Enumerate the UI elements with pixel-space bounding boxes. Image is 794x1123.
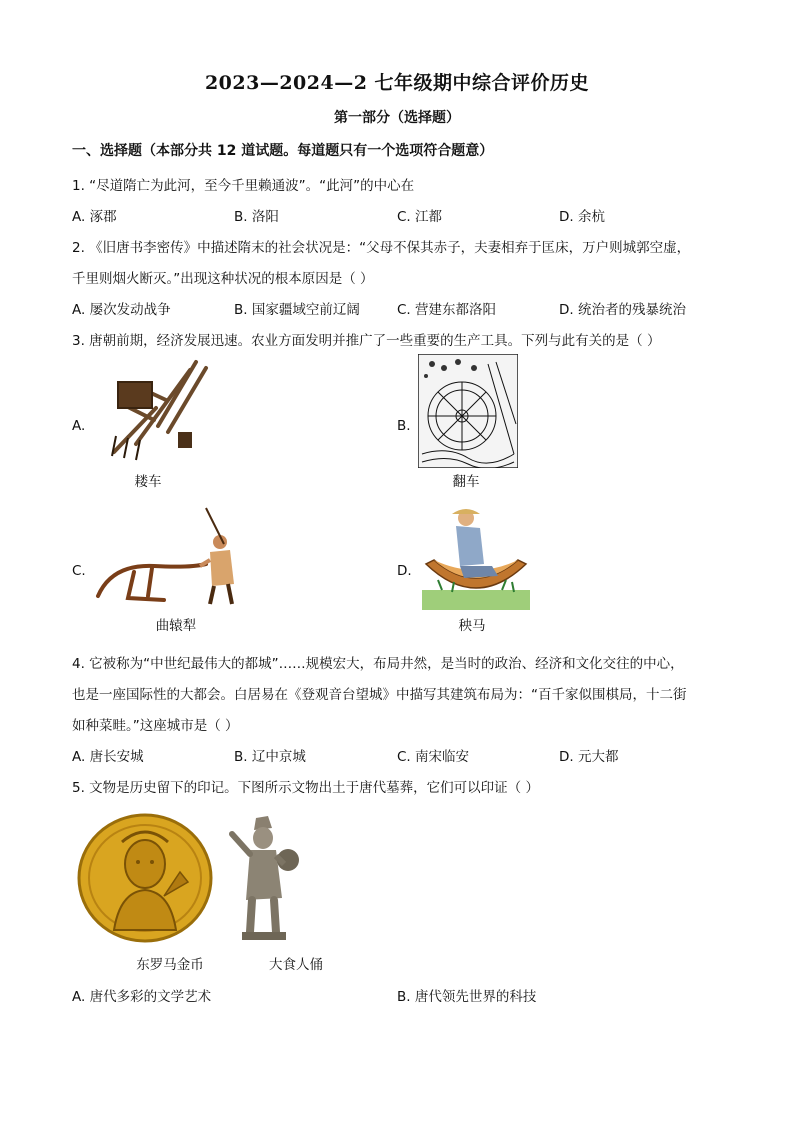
q3-caption-d: 秧马 xyxy=(458,618,486,634)
q4-option-d: D. 元大都 xyxy=(559,749,619,765)
q4-option-a: A. 唐长安城 xyxy=(72,749,144,765)
question-4-stem-line1: 4. 它被称为“中世纪最伟大的都城”……规模宏大，布局井然，是当时的政治、经济和文化交往的中心， xyxy=(72,656,684,672)
q4-option-c: C. 南宋临安 xyxy=(397,749,470,765)
byzantine-gold-coin-image xyxy=(76,812,214,944)
q1-option-b: B. 洛阳 xyxy=(234,209,279,225)
q3-label-b: B. xyxy=(397,418,411,434)
question-5-stem: 5. 文物是历史留下的印记。下图所示文物出土于唐代墓葬，它们可以印证（ ） xyxy=(72,780,539,796)
question-4-stem-line3: 如种菜畦。”这座城市是（ ） xyxy=(72,718,239,734)
q3-caption-a: 耧车 xyxy=(134,474,162,490)
q5-option-b: B. 唐代领先世界的科技 xyxy=(397,989,537,1005)
seed-drill-image xyxy=(96,356,210,464)
q2-option-d: D. 统治者的残暴统治 xyxy=(559,302,686,318)
q2-option-a: A. 屡次发动战争 xyxy=(72,302,171,318)
q1-option-a: A. 涿郡 xyxy=(72,209,117,225)
q3-label-a: A. xyxy=(72,418,86,434)
question-2-stem-line2: 千里则烟火断灭。”出现这种状况的根本原因是（ ） xyxy=(72,271,374,287)
part-heading: 第一部分（选择题） xyxy=(334,110,460,126)
q1-option-c: C. 江都 xyxy=(397,209,443,225)
question-2-stem-line1: 2. 《旧唐书李密传》中描述隋末的社会状况是：“父母不保其赤子，夫妻相弃于匡床，万户则城郭空虚， xyxy=(72,240,691,256)
question-3-stem: 3. 唐朝前期，经济发展迅速。农业方面发明并推广了一些重要的生产工具。下列与此有关的是（ ） xyxy=(72,333,661,349)
q3-label-d: D. xyxy=(397,563,412,579)
q5-option-a: A. 唐代多彩的文学艺术 xyxy=(72,989,212,1005)
q3-caption-b: 翻车 xyxy=(452,474,480,490)
rice-seedling-boat-image xyxy=(422,504,530,610)
q1-option-d: D. 余杭 xyxy=(559,209,605,225)
q2-option-c: C. 营建东都洛阳 xyxy=(397,302,497,318)
arab-figurine-image xyxy=(226,814,306,944)
q3-label-c: C. xyxy=(72,563,86,579)
q5-caption-figurine: 大食人俑 xyxy=(269,957,323,973)
question-4-stem-line2: 也是一座国际性的大都会。白居易在《登观音台望城》中描写其建筑布局为：“百千家似围棋局，十二街 xyxy=(72,687,687,703)
square-pallet-chain-pump-image xyxy=(418,354,518,468)
q3-caption-c: 曲辕犁 xyxy=(155,618,197,634)
q2-option-b: B. 国家疆域空前辽阔 xyxy=(234,302,360,318)
q5-caption-coin: 东罗马金币 xyxy=(136,957,204,973)
question-1-stem: 1. “尽道隋亡为此河，至今千里赖通波”。“此河”的中心在 xyxy=(72,178,415,194)
section-heading: 一、选择题（本部分共 12 道试题。每道题只有一个选项符合题意） xyxy=(72,143,494,159)
q4-option-b: B. 辽中京城 xyxy=(234,749,306,765)
curved-shaft-plow-image xyxy=(94,504,240,606)
page-title: 2023—2024—2 七年级期中综合评价历史 xyxy=(204,72,590,94)
